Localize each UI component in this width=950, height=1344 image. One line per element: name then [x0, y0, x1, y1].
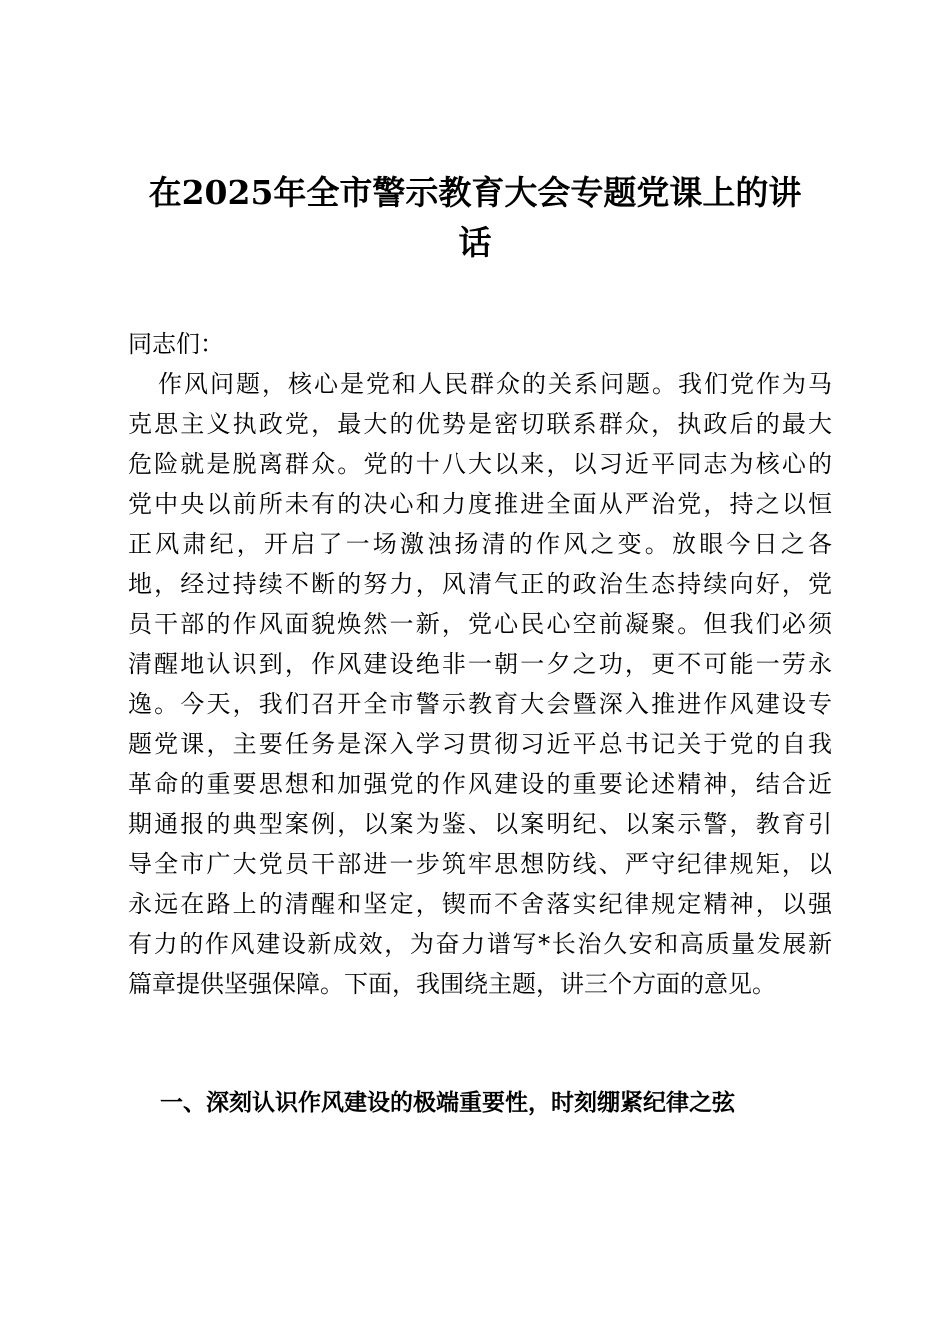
paragraph-line: 清醒地认识到，作风建设绝非一朝一夕之功，更不可能一劳永 [128, 650, 832, 678]
paragraph-line: 有力的作风建设新成效，为奋力谱写*长治久安和高质量发展新 [128, 930, 832, 958]
paragraph-line: 员干部的作风面貌焕然一新，党心民心空前凝聚。但我们必须 [128, 610, 832, 638]
paragraph-line: 永远在路上的清醒和坚定，锲而不舍落实纪律规定精神，以强 [128, 890, 832, 918]
paragraph-line: 期通报的典型案例，以案为鉴、以案明纪、以案示警，教育引 [128, 810, 832, 838]
speech-body [128, 324, 832, 1004]
paragraph-line: 克思主义执政党，最大的优势是密切联系群众，执政后的最大 [128, 410, 832, 438]
paragraph-line: 篇章提供坚强保障。下面，我围绕主题，讲三个方面的意见。 [128, 970, 776, 998]
paragraph-line: 作风问题，核心是党和人民群众的关系问题。我们党作为马 [158, 370, 832, 398]
paragraph-line: 题党课，主要任务是深入学习贯彻习近平总书记关于党的自我 [128, 730, 832, 758]
paragraph-line: 正风肃纪，开启了一场激浊扬清的作风之变。放眼今日之各 [128, 530, 832, 558]
paragraph-line: 导全市广大党员干部进一步筑牢思想防线、严守纪律规矩，以 [128, 850, 832, 878]
paragraph-line: 革命的重要思想和加强党的作风建设的重要论述精神，结合近 [128, 770, 832, 798]
document-title [128, 168, 822, 268]
paragraph-line: 逸。今天，我们召开全市警示教育大会暨深入推进作风建设专 [128, 690, 832, 718]
paragraph-line: 党中央以前所未有的决心和力度推进全面从严治党，持之以恒 [128, 490, 832, 518]
title-line-1: 在2025年全市警示教育大会专题党课上的讲 [148, 173, 802, 212]
title-line-2: 话 [458, 223, 492, 262]
salutation: 同志们： [128, 330, 224, 358]
paragraph-line: 地，经过持续不断的努力，风清气正的政治生态持续向好，党 [128, 570, 832, 598]
section-heading-1: 一、深刻认识作风建设的极端重要性，时刻绷紧纪律之弦 [160, 1090, 735, 1116]
paragraph-line: 危险就是脱离群众。党的十八大以来，以习近平同志为核心的 [128, 450, 832, 478]
